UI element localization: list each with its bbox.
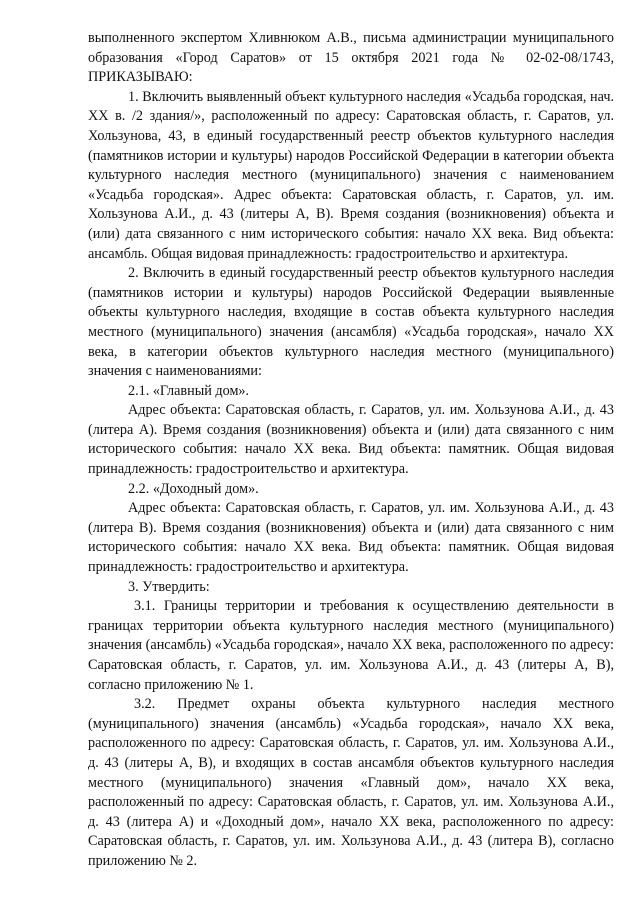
clause-3: 3. Утвердить: [128, 578, 210, 595]
clause-1: 1. Включить выявленный объект культурного наследия «Усадьба городская, нач. XX в. /2 здания/», расположенный по адресу: Саратовская область, г. Саратов, ул. Хользунова, 43, в единый государственный реестр объектов культурного наследия (памятников истории и культуры) народов Российской Федерации в категории объекта культурного наследия местного (муниципального) значения с наименованием «Усадьба городская». Адрес объекта: Саратовская область, г. Саратов, ул. им. Хользунова А.И., д. 43 (литеры А, В). Время создания (возникновения) объекта и (или) дата связанного с ним исторического события: начало XX века. Вид объекта: ансамбль. Общая видовая принадлежность: градостроительство и архитектура. [88, 88, 614, 262]
clause-2-1-address: Адрес объекта: Саратовская область, г. Саратов, ул. им. Хользунова А.И., д. 43 (литера А). Время создания (возникновения) объекта и (или) дата связанного с ним исторического события: начало XX века. Вид объекта: памятник. Общая видовая принадлежность: градостроительство и архитектура. [88, 402, 614, 478]
clause-2: 2. Включить в единый государственный реестр объектов культурного наследия (памятников истории и культуры) народов Российской Федерации выявленные объекты культурного наследия, входящие в состав объекта культурного наследия местного (муниципального) значения (ансамбля) «Усадьба городская», начало XX века, в категории объектов культурного наследия местного (муниципального) значения с наименованиями: [88, 265, 614, 380]
clause-2-1-title: 2.1. «Главный дом». [128, 382, 250, 399]
clause-3-1: 3.1. Границы территории и требования к осуществлению деятельности в границах территории объекта культурного наследия местного (муниципального) значения (ансамбль) «Усадьба городская», начало XX века, расположенного по адресу: Саратовская область, г. Саратов, ул. им. Хользунова А.И., д. 43 (литеры А, В), согласно приложению № 1. [88, 598, 614, 693]
clause-2-2-title: 2.2. «Доходный дом». [128, 480, 259, 497]
intro-paragraph: выполненного экспертом Хливнюком А.В., письма администрации муниципального образования «Город Саратов» от 15 октября 2021 года № 02-02-08/1743, ПРИКАЗЫВАЮ: [88, 30, 614, 86]
clause-2-2-address: Адрес объекта: Саратовская область, г. Саратов, ул. им. Хользунова А.И., д. 43 (литера В). Время создания (возникновения) объекта и (или) дата связанного с ним исторического события: начало XX века. Вид объекта: памятник. Общая видовая принадлежность: градостроительство и архитектура. [88, 500, 614, 576]
clause-3-2: 3.2. Предмет охраны объекта культурного наследия местного (муниципального) значения (ансамбль) «Усадьба городская», начало XX века, расположенного по адресу: Саратовская область, г. Саратов, ул. им. Хользунова А.И., д. 43 (литеры А, В), и входящих в состав ансамбля объектов культурного наследия местного (муниципального) значения «Главный дом», начало XX века, расположенный по адресу: Саратовская область, г. Саратов, ул. им. Хользунова А.И., д. 43 (литера А) и «Доходный дом», начало XX века, расположенного по адресу: Саратовская область, г. Саратов, ул. им. Хользунова А.И., д. 43 (литера В), согласно приложению № 2. [88, 696, 614, 869]
document-page [88, 29, 614, 872]
